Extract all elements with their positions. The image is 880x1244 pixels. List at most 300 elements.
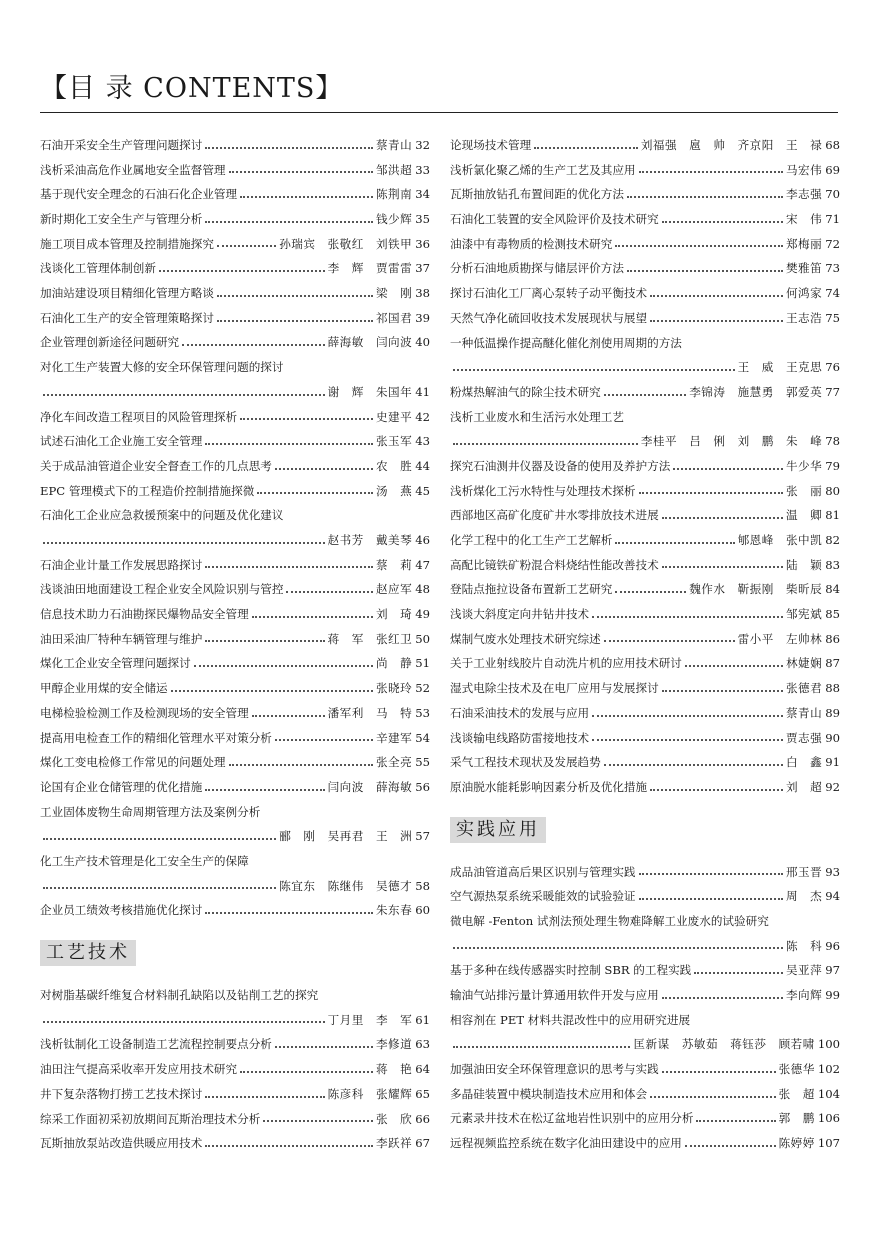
toc-entry[interactable] [450, 232, 840, 257]
toc-entry[interactable] [450, 577, 840, 602]
leader-dots [217, 295, 373, 297]
entry-title: 煤制气废水处理技术研究综述 [450, 631, 601, 646]
entry-authors: 李修道 [375, 1037, 413, 1052]
leader-dots [43, 542, 325, 544]
entry-title: 净化车间改造工程项目的风险管理探析 [40, 409, 238, 424]
leader-dots [662, 221, 783, 223]
toc-entry[interactable] [40, 331, 430, 356]
toc-entry[interactable] [450, 256, 840, 281]
entry-title: 多晶硅装置中模块制造技术应用和体会 [450, 1086, 648, 1101]
leader-dots [240, 1071, 373, 1073]
entry-title: 石油开采安全生产管理问题探讨 [40, 137, 203, 152]
entry-title: 石油化工生产的安全管理策略探讨 [40, 310, 214, 325]
entry-author-line [450, 429, 840, 454]
entry-page: 34 [415, 187, 430, 202]
entry-authors: 汤 燕 [375, 483, 413, 498]
contents-header [40, 70, 838, 113]
entry-authors: 陈 科 [785, 938, 823, 953]
leader-dots [240, 418, 373, 420]
entry-author-line [450, 1032, 840, 1057]
entry-title: 企业员工绩效考核措施优化探讨 [40, 903, 203, 918]
entry-page: 81 [825, 508, 840, 523]
leader-dots [639, 898, 783, 900]
entry-title: 对树脂基碳纤维复合材料制孔缺陷以及钻削工艺的探究 [40, 988, 319, 1003]
entry-page: 100 [817, 1037, 840, 1052]
entry-title: 企业管理创新途径问题研究 [40, 335, 180, 350]
leader-dots [205, 443, 373, 445]
entry-title: 元素录井技术在松辽盆地岩性识别中的应用分析 [450, 1111, 694, 1126]
entry-title: 远程视频监控系统在数字化油田建设中的应用 [450, 1136, 682, 1151]
entry-authors: 邢玉晋 [785, 864, 823, 879]
entry-title: 浅谈大斜度定向井钻井技术 [450, 607, 590, 622]
entry-page: 93 [825, 864, 840, 879]
toc-entry[interactable] [40, 553, 430, 578]
leader-dots [662, 1071, 776, 1073]
leader-dots [592, 739, 783, 741]
toc-entry[interactable] [40, 503, 430, 552]
entry-page: 41 [415, 384, 430, 399]
leader-dots [229, 171, 373, 173]
toc-entry[interactable] [40, 627, 430, 652]
entry-page: 86 [825, 631, 840, 646]
entry-page: 65 [415, 1086, 430, 1101]
leader-dots [662, 517, 783, 519]
entry-page: 82 [825, 533, 840, 548]
toc-entry[interactable] [40, 256, 430, 281]
entry-authors: 张 欣 [375, 1111, 413, 1126]
toc-entry[interactable] [450, 503, 840, 528]
entry-title: 登陆点拖拉设备布置新工艺研究 [450, 582, 613, 597]
leader-dots [43, 838, 276, 840]
entry-author-line [40, 1008, 430, 1033]
entry-authors: 张德君 [785, 681, 823, 696]
entry-authors: 王志浩 [785, 310, 823, 325]
entry-page: 66 [415, 1111, 430, 1126]
entry-page: 52 [415, 681, 430, 696]
entry-authors: 吴亚萍 [785, 963, 823, 978]
toc-entry[interactable] [450, 726, 840, 751]
leader-dots [194, 665, 373, 667]
toc-entry[interactable] [450, 207, 840, 232]
entry-authors: 林婕娴 [785, 656, 823, 671]
section-heading [40, 923, 430, 983]
entry-title: 施工项目成本管理及控制措施探究 [40, 236, 214, 251]
entry-title: 油田采油厂特种车辆管理与维护 [40, 631, 203, 646]
entry-page: 61 [415, 1012, 430, 1027]
leader-dots [205, 1096, 324, 1098]
leader-dots [662, 997, 783, 999]
entry-title: 加油站建设项目精细化管理方略谈 [40, 286, 214, 301]
entry-title: 电梯检验检测工作及检测现场的安全管理 [40, 705, 249, 720]
leader-dots [257, 492, 373, 494]
entry-title: 输油气站排污量计算通用软件开发与应用 [450, 988, 659, 1003]
entry-authors: 郭 鹏 [778, 1111, 815, 1126]
toc-entry[interactable] [40, 133, 430, 158]
toc-entry[interactable] [450, 479, 840, 504]
toc-entry[interactable] [450, 158, 840, 183]
entry-authors: 李桂平 吕 俐 刘 鹏 朱 峰 [640, 434, 823, 449]
leader-dots [604, 640, 735, 642]
entry-page: 92 [825, 779, 840, 794]
entry-page: 71 [825, 212, 840, 227]
leader-dots [286, 591, 372, 593]
toc-entry[interactable] [450, 405, 840, 454]
leader-dots [159, 270, 325, 272]
leader-dots [205, 221, 373, 223]
entry-title: 油田注气提高采收率开发应用技术研究 [40, 1062, 238, 1077]
toc-entry[interactable] [450, 380, 840, 405]
entry-page: 39 [415, 310, 430, 325]
toc-entry[interactable] [40, 232, 430, 257]
entry-title: 高配比镜铁矿粉混合料烧结性能改善技术 [450, 557, 659, 572]
entry-authors: 魏作水 靳振刚 柴昕辰 [689, 582, 823, 597]
entry-title: 成品油管道高后果区识别与管理实践 [450, 864, 636, 879]
leader-dots [275, 468, 373, 470]
entry-authors: 蒋 艳 [375, 1062, 413, 1077]
contents-title: 【目 录 CONTENTS】 [40, 73, 344, 104]
entry-authors: 李志强 [785, 187, 823, 202]
entry-authors: 朱东春 [375, 903, 413, 918]
entry-authors: 农 胜 [375, 458, 413, 473]
entry-page: 37 [415, 261, 430, 276]
entry-page: 87 [825, 656, 840, 671]
leader-dots [205, 640, 324, 642]
leader-dots [182, 344, 324, 346]
toc-entry[interactable] [40, 405, 430, 430]
leader-dots [627, 270, 783, 272]
toc-entry[interactable] [450, 651, 840, 676]
entry-authors: 赵书芳 戴美琴 [327, 533, 413, 548]
entry-authors: 蒋 军 张红卫 [327, 631, 413, 646]
entry-title: 浅谈输电线路防雷接地技术 [450, 730, 590, 745]
leader-dots [639, 171, 783, 173]
toc-entry[interactable] [40, 750, 430, 775]
leader-dots [229, 764, 373, 766]
leader-dots [662, 566, 783, 568]
entry-authors: 祁国君 [375, 310, 413, 325]
entry-page: 104 [817, 1086, 840, 1101]
entry-page: 107 [817, 1136, 840, 1151]
entry-page: 88 [825, 681, 840, 696]
leader-dots [696, 1120, 775, 1122]
leader-dots [275, 739, 373, 741]
entry-page: 76 [825, 360, 840, 375]
entry-title: 浅谈油田地面建设工程企业安全风险识别与管控 [40, 582, 284, 597]
entry-title: 化学工程中的化工生产工艺解析 [450, 533, 613, 548]
entry-page: 69 [825, 162, 840, 177]
entry-authors: 郦 刚 吴再君 王 洲 [279, 829, 413, 844]
leader-dots [662, 690, 783, 692]
entry-authors: 张德华 [778, 1062, 815, 1077]
toc-column-right [450, 133, 840, 1156]
entry-authors: 刘 琦 [375, 607, 413, 622]
entry-authors: 尚 静 [375, 656, 413, 671]
toc-entry[interactable] [450, 528, 840, 553]
entry-page: 83 [825, 557, 840, 572]
toc-entry[interactable] [450, 454, 840, 479]
entry-title: 论现场技术管理 [450, 137, 532, 152]
entry-title: 瓦斯抽放钻孔布置间距的优化方法 [450, 187, 624, 202]
entry-page: 85 [825, 607, 840, 622]
toc-entry[interactable] [450, 133, 840, 158]
entry-page: 58 [415, 878, 430, 893]
toc-entry[interactable] [450, 1082, 840, 1107]
toc-entry[interactable] [450, 1008, 840, 1057]
toc-entry[interactable] [450, 860, 840, 885]
toc-entry[interactable] [40, 1032, 430, 1057]
entry-page: 36 [415, 236, 430, 251]
toc-entry[interactable] [450, 331, 840, 380]
leader-dots [217, 320, 373, 322]
entry-page: 49 [415, 607, 430, 622]
toc-entry[interactable] [40, 454, 430, 479]
toc-entry[interactable] [450, 1131, 840, 1156]
entry-title: 煤化工企业安全管理问题探讨 [40, 656, 191, 671]
entry-page: 56 [415, 779, 430, 794]
entry-authors: 张 超 [778, 1086, 815, 1101]
entry-authors: 谢 辉 朱国年 [327, 384, 413, 399]
leader-dots [240, 196, 373, 198]
leader-dots [453, 1046, 630, 1048]
entry-authors: 张晓玲 [375, 681, 413, 696]
entry-page: 70 [825, 187, 840, 202]
toc-entry[interactable] [450, 627, 840, 652]
entry-title: EPC 管理模式下的工程造价控制措施探微 [40, 483, 255, 498]
header-rule [40, 112, 838, 113]
entry-title: 浅谈化工管理体制创新 [40, 261, 156, 276]
entry-title: 关于工业射线胶片自动洗片机的应用技术研讨 [450, 656, 682, 671]
entry-authors: 钱少辉 [375, 212, 413, 227]
entry-page: 75 [825, 310, 840, 325]
toc-entry[interactable] [450, 306, 840, 331]
toc-entry[interactable] [40, 800, 430, 849]
entry-page: 47 [415, 557, 430, 572]
entry-page: 68 [825, 137, 840, 152]
entry-authors: 李锦涛 施慧勇 郭爱英 [689, 384, 823, 399]
toc-entry[interactable] [450, 1057, 840, 1082]
entry-page: 63 [415, 1037, 430, 1052]
toc-entry[interactable] [40, 983, 430, 1032]
entry-page: 67 [415, 1136, 430, 1151]
entry-title: 一种低温操作提高醚化催化剂使用周期的方法 [450, 335, 682, 350]
entry-authors: 李 辉 贾雷雷 [327, 261, 413, 276]
toc-entry[interactable] [450, 676, 840, 701]
entry-author-line [40, 528, 430, 553]
entry-title: 浅析工业废水和生活污水处理工艺 [450, 409, 624, 424]
leader-dots [43, 887, 276, 889]
toc-entry[interactable] [40, 651, 430, 676]
toc-entry[interactable] [40, 158, 430, 183]
toc-entry[interactable] [40, 1107, 430, 1132]
leader-dots [171, 690, 373, 692]
entry-page: 73 [825, 261, 840, 276]
entry-title-line [450, 1008, 840, 1033]
entry-title: 提高用电检查工作的精细化管理水平对策分析 [40, 730, 272, 745]
entry-page: 57 [415, 829, 430, 844]
entry-title: 湿式电除尘技术及在电厂应用与发展探讨 [450, 681, 659, 696]
entry-title: 浅析氯化聚乙烯的生产工艺及其应用 [450, 162, 636, 177]
section-title: 工艺技术 [40, 940, 136, 966]
entry-page: 96 [825, 938, 840, 953]
toc-entry[interactable] [40, 1057, 430, 1082]
entry-authors: 温 卿 [785, 508, 823, 523]
entry-title: 石油采油技术的发展与应用 [450, 705, 590, 720]
entry-page: 78 [825, 434, 840, 449]
entry-authors: 张 丽 [785, 483, 823, 498]
entry-authors: 丁月里 李 军 [327, 1012, 413, 1027]
toc-entry[interactable] [40, 849, 430, 898]
entry-authors: 雷小平 左帅林 [737, 631, 823, 646]
entry-title: 基于现代安全理念的石油石化企业管理 [40, 187, 238, 202]
toc-entry[interactable] [40, 602, 430, 627]
entry-title: 试述石油化工企业施工安全管理 [40, 434, 203, 449]
entry-page: 51 [415, 656, 430, 671]
entry-title: 甲醇企业用煤的安全储运 [40, 681, 168, 696]
entry-authors: 蔡青山 [375, 137, 413, 152]
entry-authors: 李向辉 [785, 988, 823, 1003]
entry-page: 53 [415, 705, 430, 720]
toc-entry[interactable] [450, 909, 840, 958]
entry-authors: 匡新谋 苏敏茹 蒋钰莎 顾若啸 [633, 1037, 815, 1052]
leader-dots [453, 947, 783, 949]
section-heading [450, 800, 840, 860]
entry-title: 浅析煤化工污水特性与处理技术探析 [450, 483, 636, 498]
entry-page: 42 [415, 409, 430, 424]
entry-title: 综采工作面初采初放期间瓦斯治理技术分析 [40, 1111, 261, 1126]
entry-authors: 梁 刚 [375, 286, 413, 301]
toc-entry[interactable] [450, 958, 840, 983]
entry-title-line [40, 800, 430, 825]
toc-entry[interactable] [450, 182, 840, 207]
entry-authors: 蔡 莉 [375, 557, 413, 572]
entry-title: 粉煤热解油气的除尘技术研究 [450, 384, 601, 399]
entry-title: 油漆中有毒物质的检测技术研究 [450, 236, 613, 251]
toc-entry[interactable] [40, 207, 430, 232]
entry-title: 浅析钛制化工设备制造工艺流程控制要点分析 [40, 1037, 272, 1052]
entry-title: 论国有企业仓储管理的优化措施 [40, 779, 203, 794]
entry-page: 33 [415, 162, 430, 177]
entry-title: 分析石油地质勘探与储层评价方法 [450, 261, 624, 276]
entry-title: 工业固体废物生命周期管理方法及案例分析 [40, 804, 261, 819]
toc-entry[interactable] [40, 355, 430, 404]
leader-dots [252, 715, 325, 717]
toc-entry[interactable] [40, 898, 430, 923]
toc-entry[interactable] [40, 775, 430, 800]
toc-entry[interactable] [40, 429, 430, 454]
entry-title-line [40, 983, 430, 1008]
leader-dots [453, 443, 638, 445]
entry-title: 浅析采油高危作业属地安全监督管理 [40, 162, 226, 177]
entry-page: 74 [825, 286, 840, 301]
entry-page: 99 [825, 988, 840, 1003]
toc-entry[interactable] [450, 553, 840, 578]
toc-entry[interactable] [40, 281, 430, 306]
leader-dots [639, 492, 783, 494]
entry-page: 102 [817, 1062, 840, 1077]
leader-dots [43, 394, 325, 396]
entry-authors: 刘 超 [785, 779, 823, 794]
entry-authors: 蔡青山 [785, 705, 823, 720]
leader-dots [650, 1096, 775, 1098]
toc-entry[interactable] [450, 775, 840, 800]
leader-dots [615, 542, 734, 544]
leader-dots [673, 468, 783, 470]
leader-dots [217, 245, 276, 247]
entry-authors: 薛海敏 闫向波 [327, 335, 413, 350]
leader-dots [615, 245, 783, 247]
entry-authors: 贾志强 [785, 730, 823, 745]
entry-title: 新时期化工安全生产与管理分析 [40, 212, 203, 227]
entry-authors: 陆 颖 [785, 557, 823, 572]
entry-title: 基于多种在线传感器实时控制 SBR 的工程实践 [450, 963, 692, 978]
entry-page: 35 [415, 212, 430, 227]
entry-page: 44 [415, 458, 430, 473]
toc-entry[interactable] [450, 1107, 840, 1132]
entry-title: 关于成品油管道企业安全督查工作的几点思考 [40, 458, 272, 473]
leader-dots [275, 1046, 373, 1048]
entry-page: 91 [825, 755, 840, 770]
entry-authors: 赵应军 [375, 582, 413, 597]
toc-entry[interactable] [40, 1131, 430, 1156]
entry-page: 94 [825, 889, 840, 904]
entry-authors: 张全亮 [375, 755, 413, 770]
entry-page: 89 [825, 705, 840, 720]
leader-dots [650, 789, 783, 791]
toc-entry[interactable] [450, 701, 840, 726]
entry-authors: 张玉军 [375, 434, 413, 449]
toc-entry[interactable] [450, 281, 840, 306]
toc-entry[interactable] [40, 726, 430, 751]
toc-entry[interactable] [40, 306, 430, 331]
entry-authors: 陈荆南 [375, 187, 413, 202]
entry-authors: 闫向波 薛海敏 [327, 779, 413, 794]
toc-entry[interactable] [450, 884, 840, 909]
toc-entry[interactable] [40, 577, 430, 602]
toc-entry[interactable] [40, 701, 430, 726]
entry-title-line [450, 405, 840, 430]
toc-entry[interactable] [450, 602, 840, 627]
leader-dots [604, 764, 783, 766]
entry-title: 化工生产技术管理是化工安全生产的保障 [40, 854, 249, 868]
section-title: 实践应用 [450, 817, 546, 843]
entry-title: 原油脱水能耗影响因素分析及优化措施 [450, 779, 648, 794]
toc-entry[interactable] [450, 983, 840, 1008]
toc-entry[interactable] [450, 750, 840, 775]
entry-title-line [450, 909, 840, 934]
entry-title: 信息技术助力石油勘探民爆物品安全管理 [40, 607, 249, 622]
entry-title: 空气源热泵系统采暖能效的试验验证 [450, 889, 636, 904]
entry-authors: 陈宜东 陈继伟 吴德才 [279, 878, 413, 893]
entry-author-line [40, 874, 430, 899]
entry-page: 97 [825, 963, 840, 978]
leader-dots [252, 616, 373, 618]
entry-author-line [450, 934, 840, 959]
toc-entry[interactable] [40, 479, 430, 504]
entry-page: 40 [415, 335, 430, 350]
entry-title-line [40, 355, 430, 380]
toc-entry[interactable] [40, 676, 430, 701]
toc-column-left [40, 133, 430, 1156]
entry-authors: 白 鑫 [785, 755, 823, 770]
toc-entry[interactable] [40, 1082, 430, 1107]
toc-entry[interactable] [40, 182, 430, 207]
entry-title: 石油化工装置的安全风险评价及技术研究 [450, 212, 659, 227]
entry-title: 西部地区高矿化度矿井水零排放技术进展 [450, 508, 659, 523]
entry-authors: 马宏伟 [785, 162, 823, 177]
leader-dots [205, 566, 373, 568]
entry-page: 38 [415, 286, 430, 301]
entry-authors: 邹宪斌 [785, 607, 823, 622]
